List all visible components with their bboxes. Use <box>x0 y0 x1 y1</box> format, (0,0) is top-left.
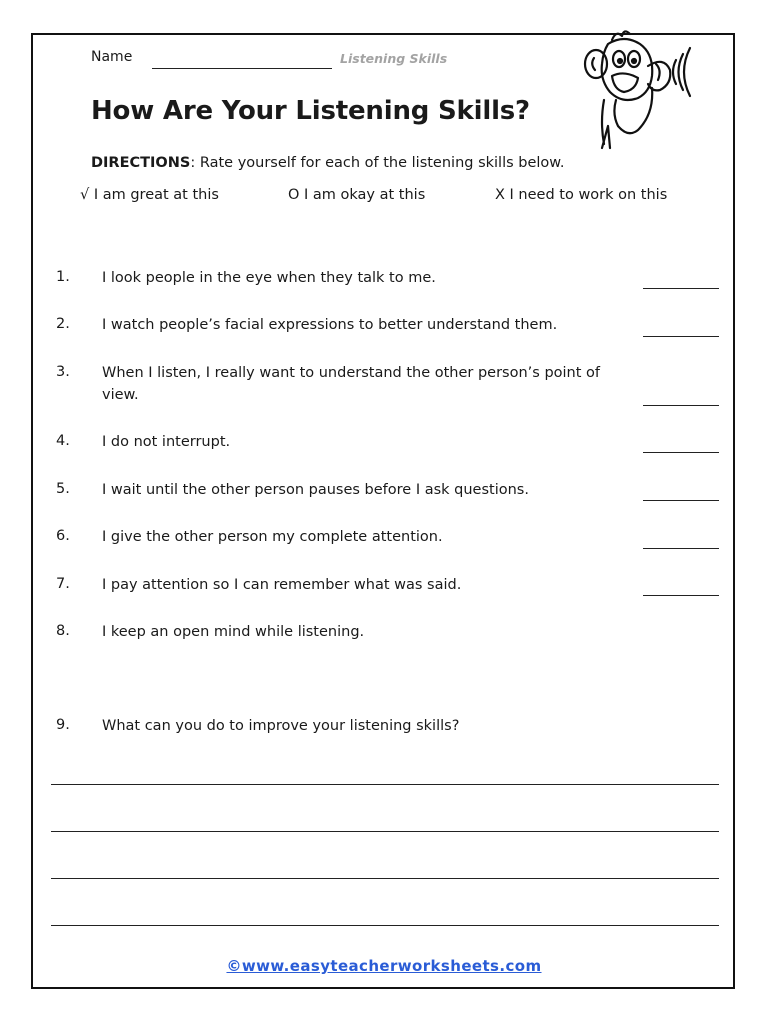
question-text: I keep an open mind while listening. <box>102 624 365 640</box>
question-number: 9. <box>56 717 70 733</box>
page-title: How Are Your Listening Skills? <box>91 96 530 126</box>
scale-great: √ I am great at this <box>80 187 219 203</box>
question-text: I give the other person my complete attention. <box>102 529 443 545</box>
question-number: 1. <box>56 269 70 285</box>
answer-line-2[interactable] <box>643 336 719 337</box>
writing-line-4[interactable] <box>51 925 719 926</box>
scale-okay: O I am okay at this <box>288 187 426 203</box>
header-tag: Listening Skills <box>340 51 448 66</box>
directions-text: : Rate yourself for each of the listening skills below. <box>190 155 565 171</box>
question-text: I pay attention so I can remember what was said. <box>102 577 462 593</box>
question-number: 3. <box>56 364 70 380</box>
answer-line-7[interactable] <box>643 595 719 596</box>
question-text: I do not interrupt. <box>102 434 231 450</box>
writing-line-2[interactable] <box>51 831 719 832</box>
writing-line-1[interactable] <box>51 784 719 785</box>
question-text: I wait until the other person pauses before I ask questions. <box>102 482 529 498</box>
page-border <box>31 33 735 989</box>
question-text: When I listen, I really want to understand the other person’s point of view. <box>102 365 601 403</box>
directions-label: DIRECTIONS <box>91 155 191 171</box>
question-number: 8. <box>56 623 70 639</box>
scale-work-on: X I need to work on this <box>495 187 668 203</box>
question-text: I look people in the eye when they talk to me. <box>102 270 436 286</box>
question-text: I watch people’s facial expressions to better understand them. <box>102 317 558 333</box>
question-number: 4. <box>56 433 70 449</box>
writing-line-3[interactable] <box>51 878 719 879</box>
name-input-line[interactable] <box>152 68 332 69</box>
directions <box>91 155 564 171</box>
answer-line-6[interactable] <box>643 548 719 549</box>
answer-line-1[interactable] <box>643 288 719 289</box>
question-number: 6. <box>56 528 70 544</box>
question-text: What can you do to improve your listening skills? <box>102 718 460 734</box>
monkey-listening-icon <box>578 26 706 150</box>
footer-link[interactable]: ©www.easyteacherworksheets.com <box>226 957 542 975</box>
question-number: 5. <box>56 481 70 497</box>
question-number: 7. <box>56 576 70 592</box>
answer-line-4[interactable] <box>643 452 719 453</box>
question-number: 2. <box>56 316 70 332</box>
answer-line-3[interactable] <box>643 405 719 406</box>
name-label: Name <box>91 49 133 65</box>
answer-line-5[interactable] <box>643 500 719 501</box>
